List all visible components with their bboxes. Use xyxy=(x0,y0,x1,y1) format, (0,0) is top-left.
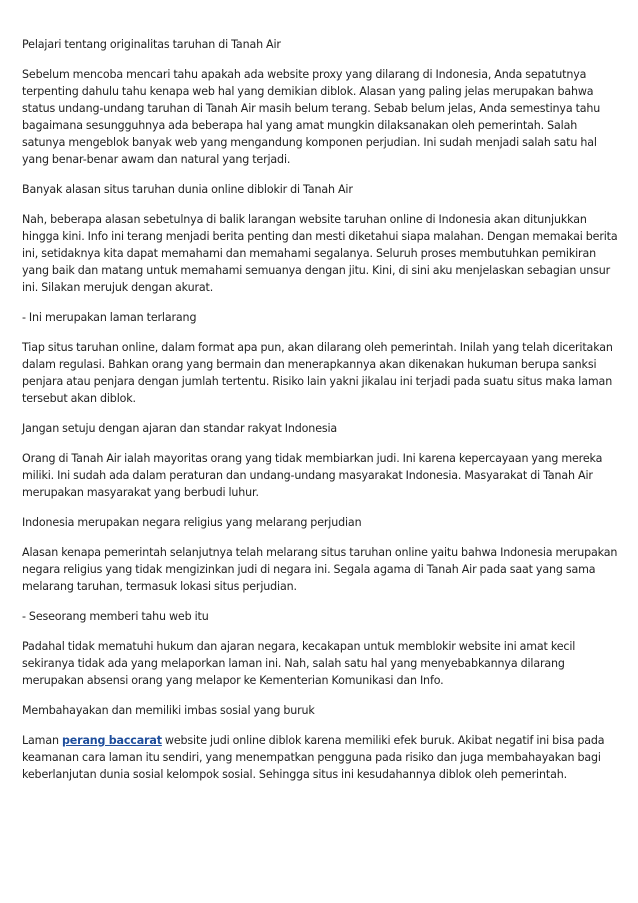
paragraph-ajaran-standar: Orang di Tanah Air ialah mayoritas orang yang tidak membiarkan judi. Ini karena kepercayaan yang mereka miliki. Ini sudah ada dalam peraturan dan undang-undang masyarakat Indonesia. Masyarakat di Tanah Air merupakan masyarakat yang berbudi luhur. xyxy=(22,452,603,499)
document-page xyxy=(22,36,620,796)
paragraph-intro: Sebelum mencoba mencari tahu apakah ada website proxy yang dilarang di Indonesia, Anda sepatutnya terpenting dahulu tahu kenapa web hal yang demikian diblok. Alasan yang paling jelas merupakan bahwa status undang-undang taruhan di Tanah Air masih belum terang. Sebab belum jelas, Anda semestinya tahu bagaimana sesungguhnya ada beberapa hal yang amat mungkin dilaksanakan oleh pemerintah. Salah satunya mengeblok banyak web yang mengandung komponen perjudian. Ini sudah menjadi salah satu hal yang benar-benar awam dan natural yang terjadi. xyxy=(22,68,601,166)
paragraph-alasan: Nah, beberapa alasan sebetulnya di balik larangan website taruhan online di Indonesia akan ditunjukkan hingga kini. Info ini terang menjadi berita penting dan mesti diketahui siapa malahan. Dengan memakai berita ini, setidaknya kita dapat memahami dan memahami segalanya. Seluruh proses membutuhkan pemikiran yang baik dan matang untuk memahami semuanya dengan jitu. Kini, di sini aku menjelaskan sebagian unsur ini. Silakan merujuk dengan akurat. xyxy=(22,213,618,294)
heading-laman-terlarang: - Ini merupakan laman terlarang xyxy=(22,311,197,324)
heading-ajaran-standar: Jangan setuju dengan ajaran dan standar rakyat Indonesia xyxy=(22,422,338,435)
heading-negara-religius: Indonesia merupakan negara religius yang melarang perjudian xyxy=(22,516,362,529)
paragraph-imbas-sosial xyxy=(22,732,620,783)
perang-baccarat-link[interactable]: perang baccarat xyxy=(61,734,162,747)
heading-originalitas: Pelajari tentang originalitas taruhan di Tanah Air xyxy=(22,38,281,51)
paragraph-memberi-tahu: Padahal tidak mematuhi hukum dan ajaran negara, kecakapan untuk memblokir website ini amat kecil sekiranya tidak ada yang melaporkan laman ini. Nah, salah satu hal yang menyebabkannya dilarang merupakan absensi orang yang melapor ke Kementerian Komunikasi dan Info. xyxy=(22,640,576,687)
paragraph-laman-terlarang: Tiap situs taruhan online, dalam format apa pun, akan dilarang oleh pemerintah. Inilah yang telah diceritakan dalam regulasi. Bahkan orang yang bermain dan menerapkannya akan dikenakan hukuman berupa sanksi penjara atau penjara dengan jumlah tertentu. Risiko lain yakni jikalau ini terjadi pada suatu situs maka laman tersebut akan diblok. xyxy=(22,341,613,405)
paragraph-negara-religius: Alasan kenapa pemerintah selanjutnya telah melarang situs taruhan online yaitu bahwa Indonesia merupakan negara religius yang tidak mengizinkan judi di negara ini. Segala agama di Tanah Air pada saat yang sama melarang taruhan, termasuk lokasi situs perjudian. xyxy=(22,546,618,593)
heading-memberi-tahu: - Seseorang memberi tahu web itu xyxy=(22,610,209,623)
paragraph-text-after-link: website judi online diblok karena memiliki efek buruk. Akibat negatif ini bisa pada keamanan cara laman itu sendiri, yang menempatkan pengguna pada risiko dan juga membahayakan bagi keberlanjutan dunia sosial kelompok sosial. Sehingga situs ini kesudahannya diblok oleh pemerintah. xyxy=(22,734,605,781)
heading-alasan-diblokir: Banyak alasan situs taruhan dunia online diblokir di Tanah Air xyxy=(22,183,353,196)
paragraph-text-before-link: Laman xyxy=(22,734,62,747)
heading-imbas-sosial: Membahayakan dan memiliki imbas sosial yang buruk xyxy=(22,704,315,717)
